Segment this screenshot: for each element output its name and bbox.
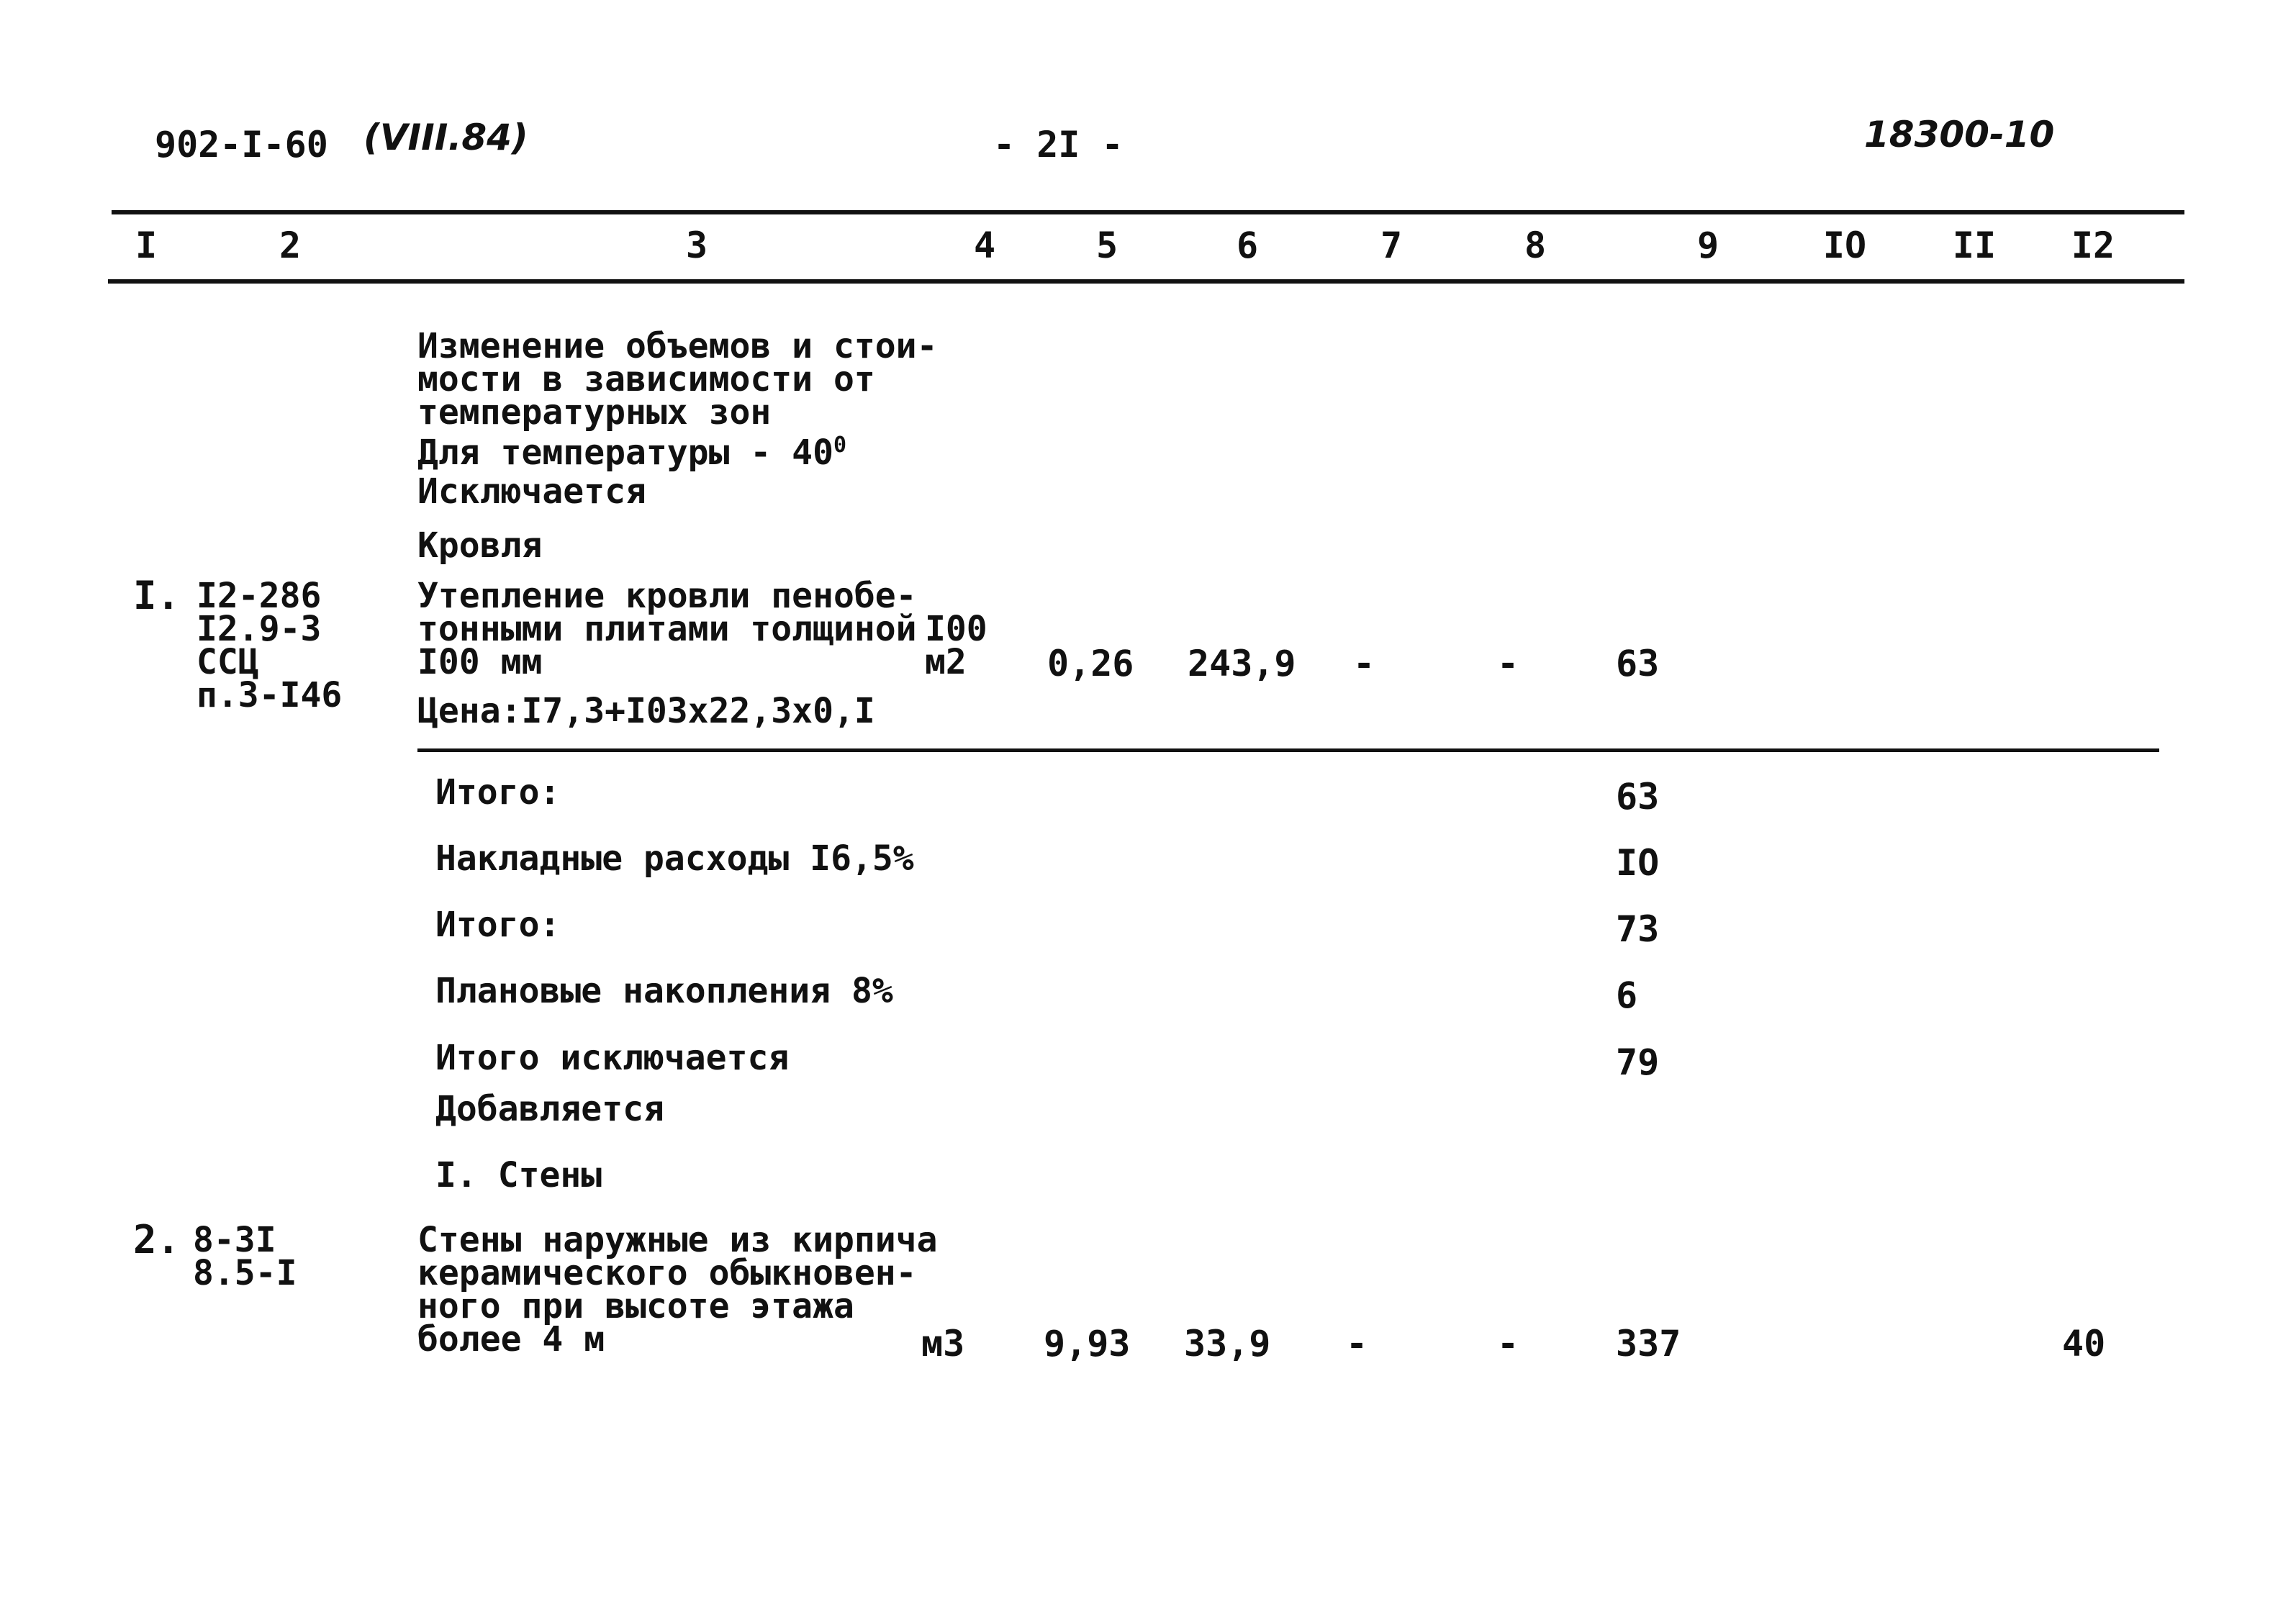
item-number: I. — [133, 573, 181, 618]
document-date-handwritten: (VIII.84) — [363, 117, 528, 158]
item-codes — [193, 1220, 297, 1293]
summary-label: Итого исключается — [435, 1038, 790, 1078]
description-line: ного при высоте этажа — [417, 1286, 854, 1326]
column7-cell: - — [1346, 1323, 1368, 1365]
column-header: 7 — [1380, 225, 1403, 266]
summary-value: 73 — [1616, 908, 1660, 950]
column7-cell: - — [1353, 643, 1375, 684]
excluded-heading: Исключается — [417, 471, 646, 512]
column-header: II — [1952, 225, 1997, 266]
summary-value: 63 — [1616, 776, 1660, 818]
summary-value: 6 — [1616, 974, 1638, 1016]
quantity-cell: 0,26 — [1047, 643, 1134, 684]
total-cell: 63 — [1616, 643, 1660, 684]
document-code: 902-I-60 — [155, 124, 328, 166]
unit-cell: м3 — [921, 1323, 965, 1365]
column-header: 6 — [1236, 225, 1259, 266]
summary-label: Плановые накопления 8% — [435, 971, 893, 1011]
item-codes — [196, 576, 343, 715]
intro-text — [417, 326, 938, 473]
archive-number-handwritten: 18300-10 — [1864, 114, 2055, 155]
temperature-label: Для температуры - 40 — [417, 433, 833, 473]
column-header: 9 — [1696, 225, 1719, 266]
item-code: I2.9-3 — [196, 609, 322, 649]
item-code: I2-286 — [196, 576, 322, 616]
column-header: I — [135, 225, 158, 266]
item-code: 8.5-I — [193, 1253, 297, 1293]
summary-value: IO — [1616, 842, 1660, 884]
column-header: IO — [1822, 225, 1867, 266]
intro-line: Изменение объемов и стои- — [417, 326, 938, 366]
column8-cell: - — [1497, 1323, 1519, 1365]
item-code: ССЦ — [196, 642, 259, 682]
price-cell: 33,9 — [1184, 1323, 1271, 1365]
item-code: 8-3I — [193, 1220, 276, 1260]
section-divider — [417, 748, 2159, 752]
intro-line: температурных зон — [417, 392, 772, 433]
summary-label: Накладные расходы I6,5% — [435, 838, 914, 879]
description-line: I00 мм — [417, 642, 543, 682]
degree-sign: 0 — [833, 433, 847, 458]
intro-line: мости в зависимости от — [417, 359, 875, 399]
summary-value: 79 — [1616, 1041, 1660, 1083]
description-line: более 4 м — [417, 1319, 605, 1360]
header-bottom-rule — [108, 279, 2184, 284]
quantity-cell: 9,93 — [1044, 1323, 1131, 1365]
column-header: 2 — [279, 225, 302, 266]
column-header: 3 — [685, 225, 708, 266]
description-line: тонными плитами толщиной — [417, 609, 917, 649]
price-cell: 243,9 — [1188, 643, 1296, 684]
item-code: п.3-I46 — [196, 675, 343, 715]
item-description — [417, 576, 917, 682]
top-rule — [112, 210, 2184, 214]
item-description — [417, 1220, 938, 1360]
description-line: керамического обыкновен- — [417, 1253, 917, 1293]
item-number: 2. — [133, 1217, 181, 1262]
column-header: 5 — [1095, 225, 1118, 266]
description-line: Стены наружные из кирпича — [417, 1220, 938, 1260]
unit-line: I00 — [925, 609, 987, 649]
section-walls: I. Стены — [435, 1155, 602, 1195]
page-number: - 2I - — [993, 124, 1124, 166]
column8-cell: - — [1497, 643, 1519, 684]
column-header: I2 — [2071, 225, 2115, 266]
summary-label: Итого: — [435, 905, 561, 945]
column-header: 4 — [973, 225, 996, 266]
column12-cell: 40 — [2062, 1323, 2106, 1365]
section-roof: Кровля — [417, 525, 543, 566]
unit-cell — [925, 609, 987, 682]
summary-label: Итого: — [435, 772, 561, 813]
column-header: 8 — [1524, 225, 1547, 266]
added-heading: Добавляется — [435, 1089, 664, 1129]
price-calculation: Цена:I7,3+I03х22,3х0,I — [417, 691, 875, 731]
description-line: Утепление кровли пенобе- — [417, 576, 917, 616]
total-cell: 337 — [1616, 1323, 1681, 1365]
unit-line: м2 — [925, 642, 967, 682]
intro-line-temperature — [417, 429, 937, 473]
